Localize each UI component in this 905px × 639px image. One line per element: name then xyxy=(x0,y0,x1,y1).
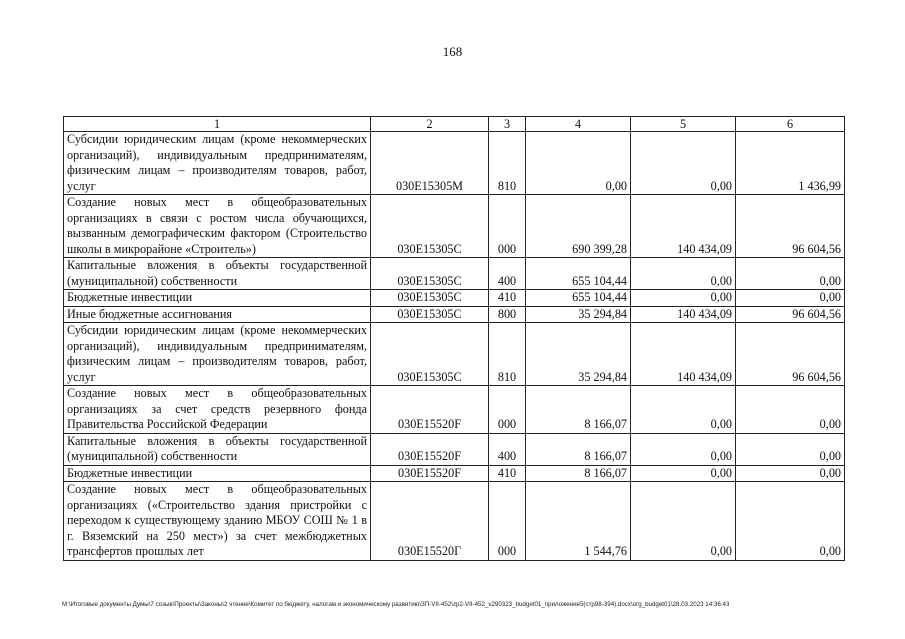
column-header: 3 xyxy=(489,117,526,132)
row-code: 030E15305С xyxy=(371,290,489,307)
row-value: 0,00 xyxy=(631,465,736,482)
row-value: 35 294,84 xyxy=(526,323,631,386)
document-path-footer: M:\Итоговые документы Думы\7 созыв\Проекты\Законы\2 чтение\Комитет по бюджету, налогам и экономическому развитию\ЗП-VII-452\zp2-VII-452_v290323_budget01_приложение5(стр98-394).docx\org_budget01\28.03.2023 14:36:43 xyxy=(62,601,730,608)
budget-table xyxy=(63,116,845,561)
row-expense-type: 000 xyxy=(489,482,526,561)
row-name: Создание новых мест в общеобразовательных организациях в связи с ростом числа обучающихся, вызванным демографическим фактором (Строительство школы в микрорайоне «Строитель») xyxy=(64,195,371,258)
column-header: 6 xyxy=(736,117,845,132)
row-name: Создание новых мест в общеобразовательных организациях («Строительство здания пристройки с переходом к существующему зданию МБОУ СОШ № 1 в г. Вяземский на 250 мест») за счет межбюджетных трансфертов прошлых лет xyxy=(64,482,371,561)
row-code: 030E15305М xyxy=(371,132,489,195)
row-value: 0,00 xyxy=(631,433,736,465)
row-value: 0,00 xyxy=(526,132,631,195)
row-value: 0,00 xyxy=(631,386,736,434)
row-value: 96 604,56 xyxy=(736,323,845,386)
row-value: 96 604,56 xyxy=(736,306,845,323)
column-header: 4 xyxy=(526,117,631,132)
row-name: Иные бюджетные ассигнования xyxy=(64,306,371,323)
row-value: 0,00 xyxy=(631,290,736,307)
row-name: Субсидии юридическим лицам (кроме некоммерческих организаций), индивидуальным предпринимателям, физическим лицам – производителям товаров, работ, услуг xyxy=(64,323,371,386)
table-row xyxy=(64,323,845,386)
row-value: 655 104,44 xyxy=(526,290,631,307)
row-code: 030E15305С xyxy=(371,195,489,258)
row-value: 35 294,84 xyxy=(526,306,631,323)
column-header: 5 xyxy=(631,117,736,132)
row-value: 0,00 xyxy=(736,482,845,561)
row-name: Бюджетные инвестиции xyxy=(64,465,371,482)
row-value: 655 104,44 xyxy=(526,258,631,290)
row-value: 0,00 xyxy=(736,258,845,290)
row-code: 030E15520F xyxy=(371,465,489,482)
row-value: 0,00 xyxy=(631,132,736,195)
row-expense-type: 400 xyxy=(489,433,526,465)
row-code: 030E15305С xyxy=(371,306,489,323)
row-expense-type: 000 xyxy=(489,195,526,258)
row-value: 1 544,76 xyxy=(526,482,631,561)
table-row xyxy=(64,482,845,561)
row-code: 030E15520F xyxy=(371,386,489,434)
row-value: 96 604,56 xyxy=(736,195,845,258)
row-value: 140 434,09 xyxy=(631,323,736,386)
row-value: 140 434,09 xyxy=(631,195,736,258)
table-row xyxy=(64,290,845,307)
row-code: 030E15520F xyxy=(371,433,489,465)
row-expense-type: 000 xyxy=(489,386,526,434)
row-value: 0,00 xyxy=(736,290,845,307)
row-value: 140 434,09 xyxy=(631,306,736,323)
table-row xyxy=(64,132,845,195)
table-row xyxy=(64,195,845,258)
row-value: 0,00 xyxy=(736,433,845,465)
column-header: 2 xyxy=(371,117,489,132)
row-expense-type: 410 xyxy=(489,465,526,482)
table-row xyxy=(64,258,845,290)
row-value: 690 399,28 xyxy=(526,195,631,258)
table-row xyxy=(64,306,845,323)
table-header-row xyxy=(64,117,845,132)
row-code: 030E15520Г xyxy=(371,482,489,561)
row-name: Капитальные вложения в объекты государственной (муниципальной) собственности xyxy=(64,258,371,290)
table-row xyxy=(64,386,845,434)
row-value: 8 166,07 xyxy=(526,465,631,482)
row-code: 030E15305С xyxy=(371,258,489,290)
row-name: Создание новых мест в общеобразовательных организациях за счет средств резервного фонда Правительства Российской Федерации xyxy=(64,386,371,434)
row-expense-type: 800 xyxy=(489,306,526,323)
column-header: 1 xyxy=(64,117,371,132)
table-row xyxy=(64,465,845,482)
row-expense-type: 410 xyxy=(489,290,526,307)
row-value: 0,00 xyxy=(631,258,736,290)
table-row xyxy=(64,433,845,465)
row-value: 8 166,07 xyxy=(526,433,631,465)
row-value: 8 166,07 xyxy=(526,386,631,434)
row-name: Субсидии юридическим лицам (кроме некоммерческих организаций), индивидуальным предпринимателям, физическим лицам – производителям товаров, работ, услуг xyxy=(64,132,371,195)
row-value: 0,00 xyxy=(631,482,736,561)
row-expense-type: 810 xyxy=(489,132,526,195)
row-expense-type: 810 xyxy=(489,323,526,386)
row-value: 0,00 xyxy=(736,386,845,434)
row-name: Капитальные вложения в объекты государственной (муниципальной) собственности xyxy=(64,433,371,465)
row-value: 0,00 xyxy=(736,465,845,482)
row-code: 030E15305С xyxy=(371,323,489,386)
row-name: Бюджетные инвестиции xyxy=(64,290,371,307)
page-number: 168 xyxy=(442,44,463,59)
row-value: 1 436,99 xyxy=(736,132,845,195)
row-expense-type: 400 xyxy=(489,258,526,290)
